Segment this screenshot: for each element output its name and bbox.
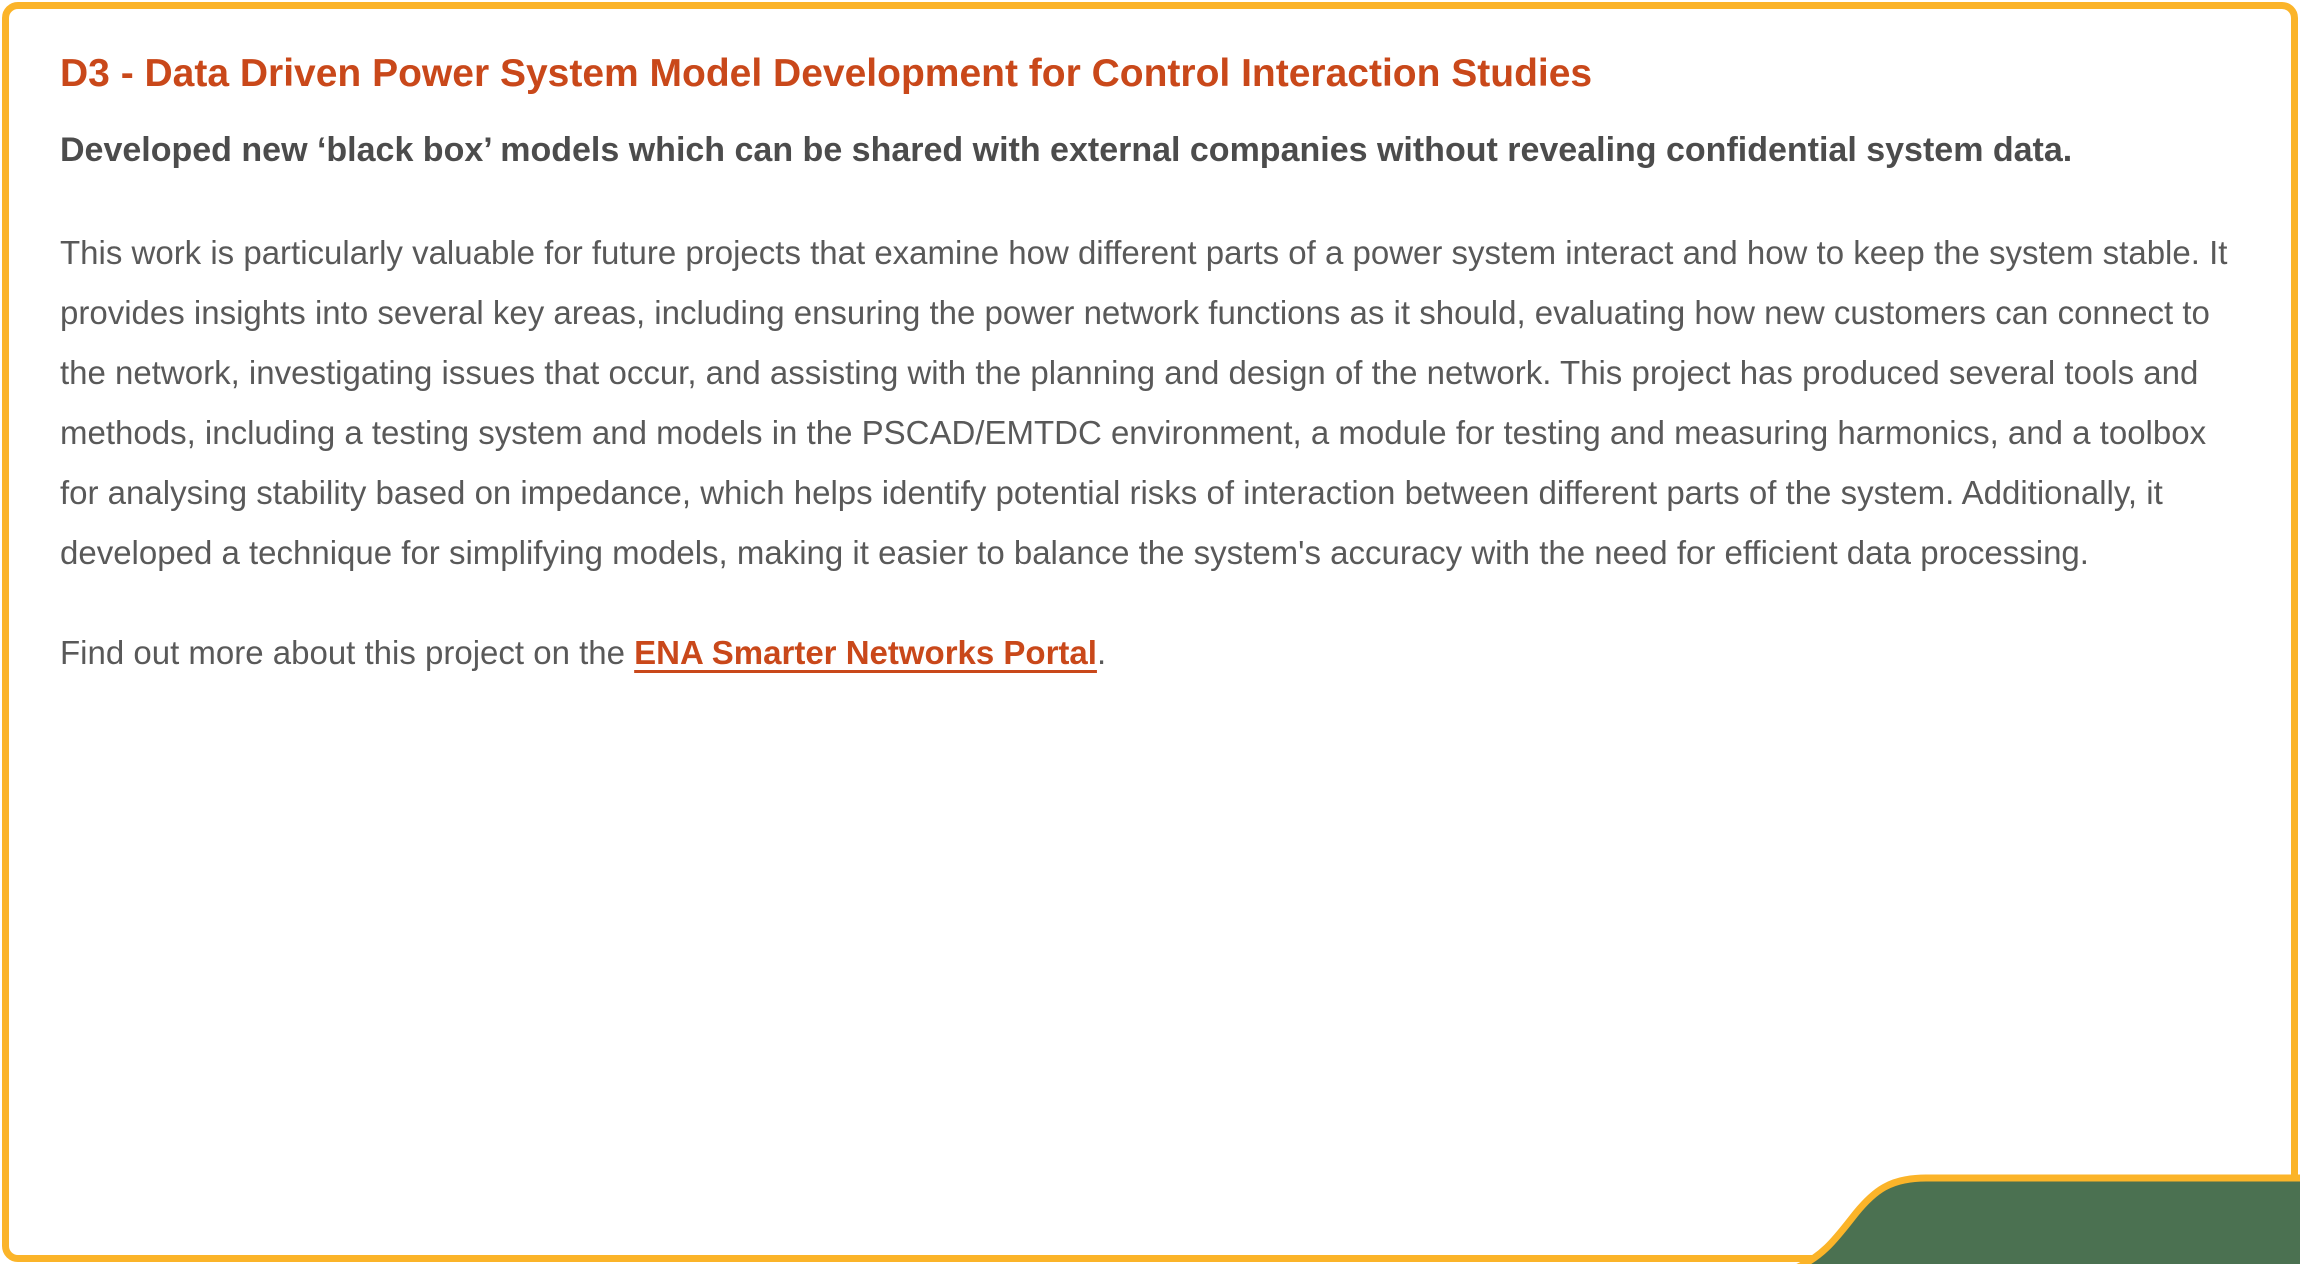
- project-title: D3 - Data Driven Power System Model Development for Control Interaction Studies: [60, 52, 1593, 95]
- project-summary-card: [2, 2, 2298, 1262]
- project-description: This work is particularly valuable for future projects that examine how different parts of a power system interact and how to keep the system stable. It provides insights into several key areas, including ensuring the power network functions as it should, evaluating how new customers can connect to the network, investigating issues that occur, and assisting with the planning and design of the network. This project has produced several tools and methods, including a testing system and models in the PSCAD/EMTDC environment, a module for testing and measuring harmonics, and a toolbox for analysing stability based on impedance, which helps identify potential risks of interaction between different parts of the system. Additionally, it developed a technique for simplifying models, making it easier to balance the system's accuracy with the need for efficient data processing.: [60, 234, 2228, 571]
- corner-accent-green-curve: [1780, 1160, 2300, 1264]
- link-line-prefix: Find out more about this project on the: [60, 634, 635, 671]
- find-out-more-line: [60, 623, 2239, 683]
- ena-smarter-networks-portal-link[interactable]: ENA Smarter Networks Portal: [634, 634, 1097, 671]
- link-line-suffix: .: [1096, 634, 1107, 671]
- project-subtitle: Developed new ‘black box’ models which can be shared with external companies without revealing confidential system data.: [60, 131, 2073, 169]
